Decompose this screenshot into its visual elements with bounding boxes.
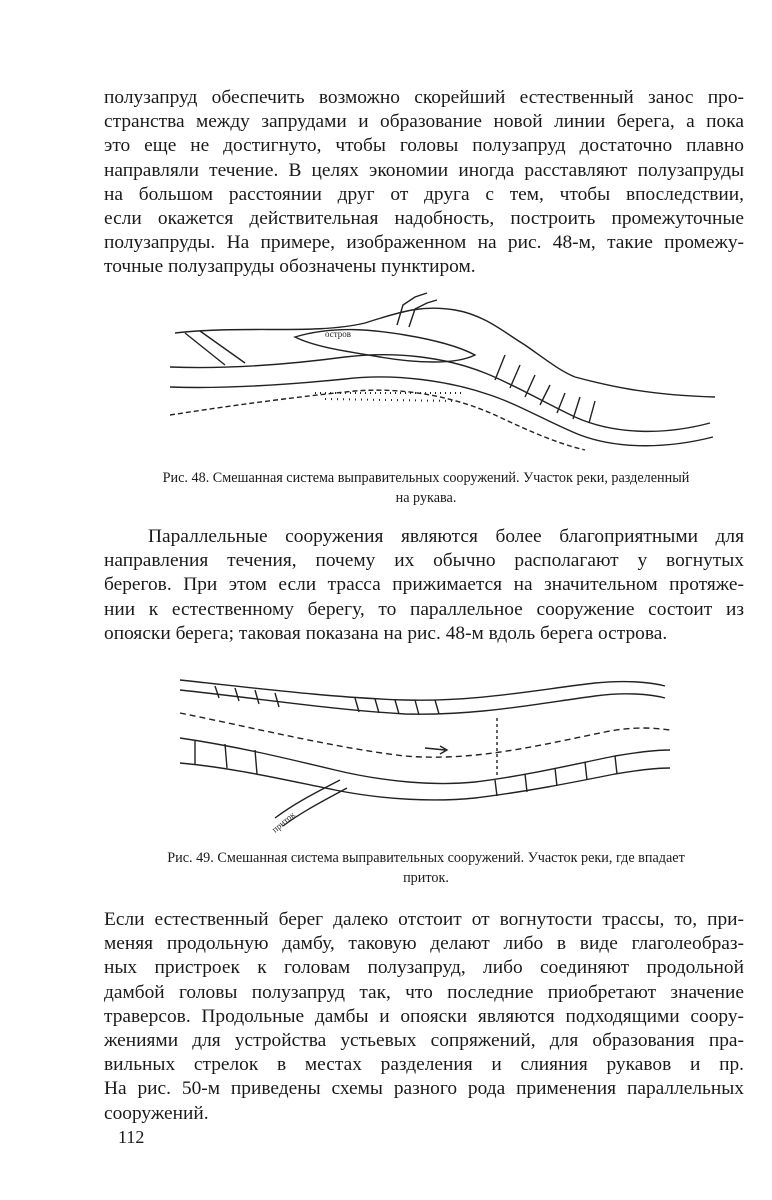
caption-line: Рис. 48. Смешанная система выправительных сооружений. Участок реки, разделенный: [162, 470, 690, 486]
text-line: ных пристроек к головам полузапруд, либо соединяют продольной: [104, 957, 744, 979]
island-label: остров: [325, 329, 352, 339]
text-line: на большом расстоянии друг от друга с тем, чтобы впоследствии,: [104, 183, 744, 205]
caption-line: на рукава.: [395, 490, 457, 506]
text-line: Если естественный берег далеко отстоит от вогнутости трассы, то, при-: [104, 909, 744, 930]
figure-48-river-diagram: [165, 285, 725, 455]
text-line: Параллельные сооружения являются более благоприятными для: [148, 526, 744, 547]
text-line: странства между запрудами и образование новой линии берега, а пока: [104, 111, 744, 133]
text-line: жениями для устройства устьевых сопряжений, для образования пра-: [104, 1030, 744, 1052]
text-line: опояски берега; таковая показана на рис. 48-м вдоль берега острова.: [104, 622, 668, 644]
text-line: сооружений.: [104, 1102, 209, 1124]
text-line: берегов. При этом если трасса прижимается на значительном протяже-: [104, 574, 744, 596]
text-line: точные полузапруды обозначены пунктиром.: [104, 256, 476, 278]
text-line: если окажется действительная надобность, построить промежуточные: [104, 208, 744, 230]
tributary-label: приток: [269, 809, 297, 835]
text-line: это еще не достигнуто, чтобы головы полузапруд достаточно плавно: [104, 135, 744, 157]
figure-48-caption: [100, 468, 752, 508]
text-line: нии к естественному берегу, то параллельное сооружение состоит из: [104, 598, 744, 620]
paragraph-1: [104, 86, 744, 280]
text-line: дамбой головы полузапруд так, что последние приобретают значение: [104, 981, 744, 1003]
caption-line: приток.: [403, 870, 449, 886]
page-number: 112: [118, 1127, 145, 1147]
text-line: траверсов. Продольные дамбы и опояски являются подходящими соору-: [104, 1005, 744, 1027]
text-line: вильных стрелок в местах разделения и слияния рукавов и пр.: [104, 1054, 744, 1076]
figure-49-caption: [100, 848, 752, 888]
text-line: направляли течение. В целях экономии иногда расставляют полузапруды: [104, 159, 744, 181]
text-line: полузапруды. На примере, изображенном на рис. 48-м, такие промежу-: [104, 232, 744, 254]
paragraph-3: [104, 908, 744, 1126]
text-line: направления течения, почему их обычно располагают у вогнутых: [104, 550, 744, 572]
text-line: На рис. 50-м приведены схемы разного рода применения параллельных: [104, 1078, 744, 1100]
figure-49-river-diagram: [175, 668, 675, 838]
text-line: полузапруд обеспечить возможно скорейший естественный занос про-: [104, 87, 744, 108]
text-line: меняя продольную дамбу, таковую делают либо в виде глаголеобраз-: [104, 933, 744, 955]
caption-line: Рис. 49. Смешанная система выправительных сооружений. Участок реки, где впадает: [167, 850, 685, 866]
paragraph-2: [104, 525, 744, 646]
